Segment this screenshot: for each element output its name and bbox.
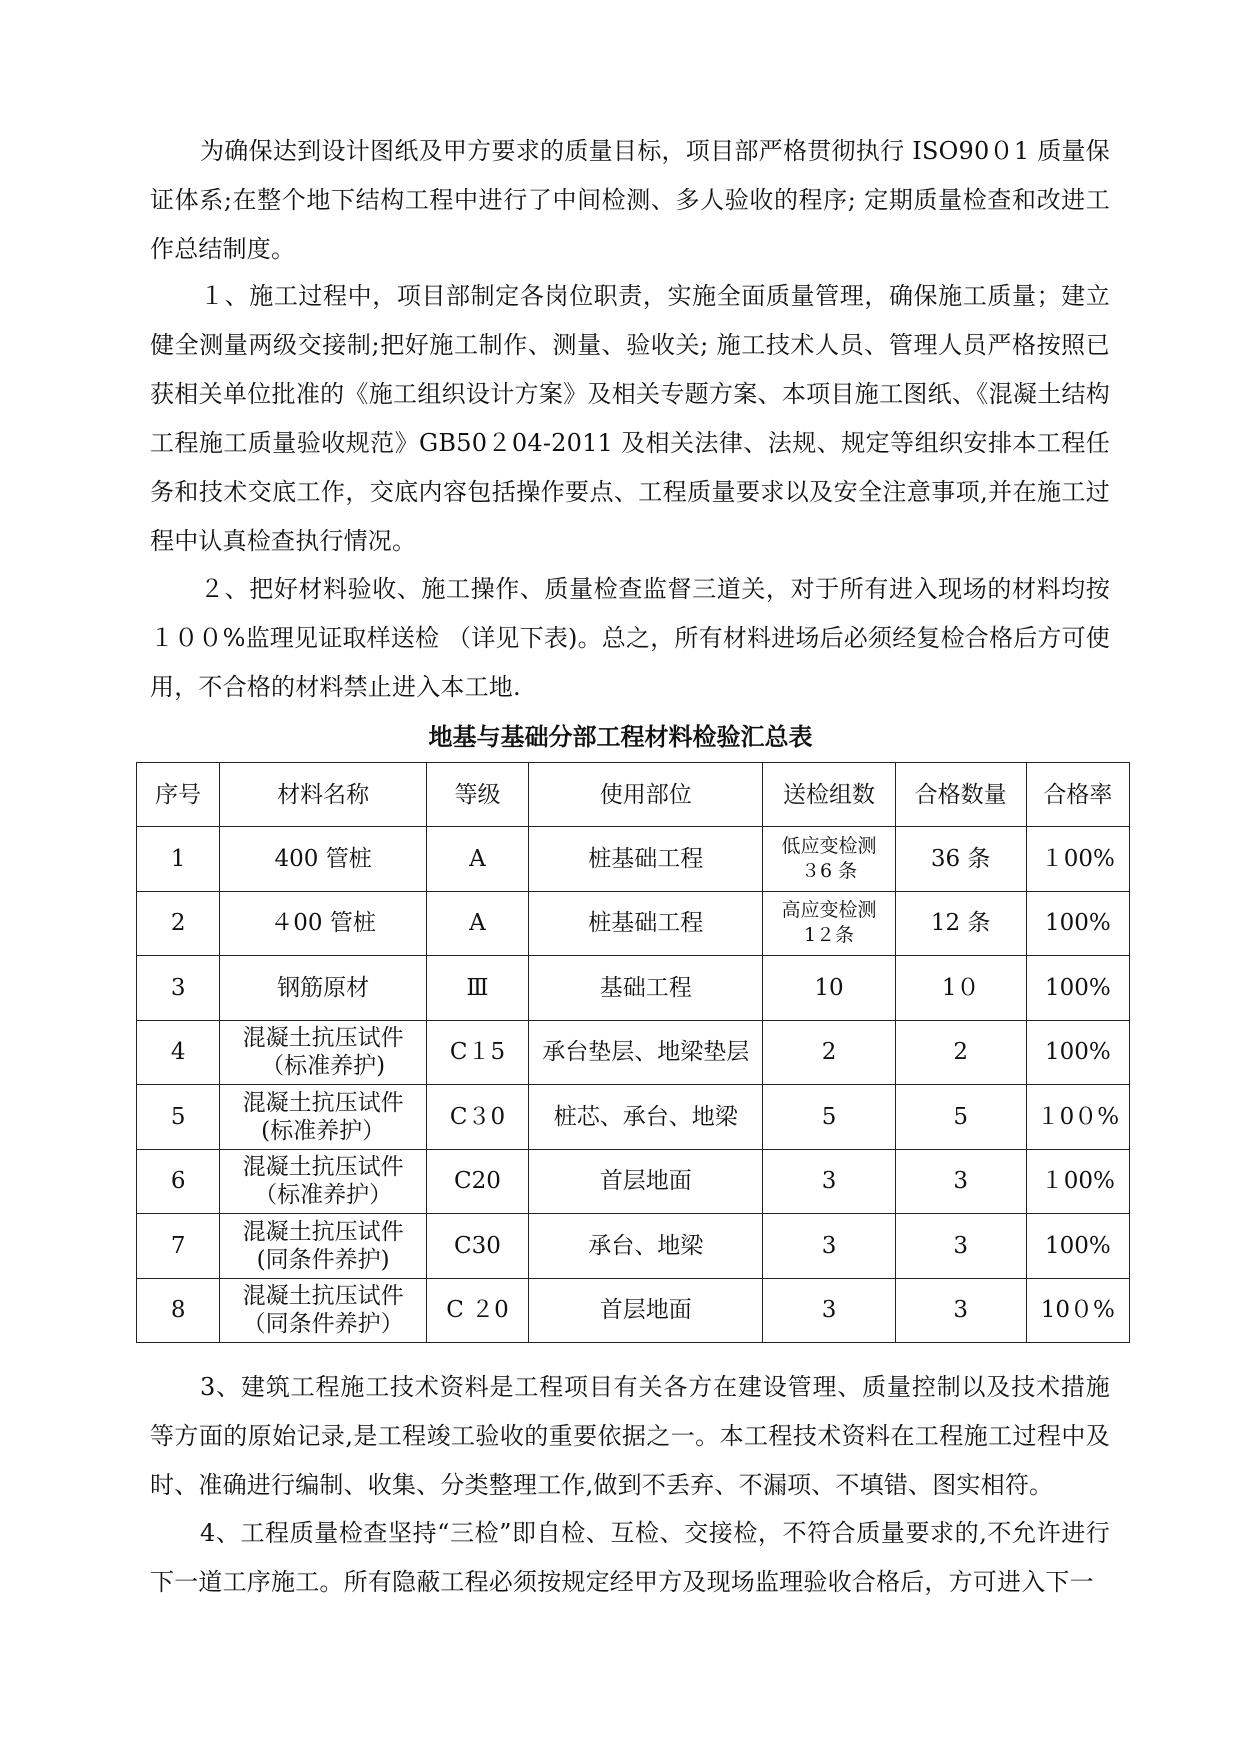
grade-cell: C１5 — [426, 1020, 528, 1085]
test-count-line: 2 — [821, 1039, 837, 1066]
material-name-cell — [220, 1149, 427, 1214]
location-cell: 桩芯、承台、地梁 — [529, 1085, 763, 1150]
material-inspection-table — [136, 762, 1130, 1343]
table-header-row — [137, 763, 1130, 827]
material-name-line: 混凝土抗压试件 — [242, 1089, 404, 1116]
test-count-line: 5 — [821, 1103, 837, 1130]
row-number-cell: 5 — [137, 1085, 220, 1150]
row-number-cell: 7 — [137, 1214, 220, 1279]
header-cell: 使用部位 — [529, 763, 763, 827]
pass-rate-cell: １00% — [1026, 827, 1129, 892]
row-number-cell: 8 — [137, 1278, 220, 1343]
table-row — [137, 891, 1130, 956]
test-count-cell — [763, 1278, 895, 1343]
material-name-line: 钢筋原材 — [277, 974, 370, 1001]
pass-rate-cell: 100% — [1026, 1020, 1129, 1085]
material-name-line: 400 管桩 — [274, 845, 372, 872]
grade-cell: C３0 — [426, 1085, 528, 1150]
paragraph-item-3: 3、建筑工程施工技术资料是工程项目有关各方在建设管理、质量控制以及技术措施等方面的原始记录,是工程竣工验收的重要依据之一。本工程技术资料在工程施工过程中及时、准确进行编制、收集、分类整理工作,做到不丢弃、不漏项、不填错、图实相符。 — [150, 1373, 1110, 1499]
grade-cell: A — [426, 891, 528, 956]
material-name-line: （同条件养护） — [242, 1311, 404, 1338]
material-name-cell — [220, 956, 427, 1021]
test-count-line: ３6 条 — [800, 859, 858, 882]
row-number-cell: 2 — [137, 891, 220, 956]
material-name-cell — [220, 827, 427, 892]
pass-rate-cell: 100% — [1026, 891, 1129, 956]
test-count-cell — [763, 1085, 895, 1150]
test-count-cell — [763, 1149, 895, 1214]
location-cell: 基础工程 — [529, 956, 763, 1021]
location-cell: 首层地面 — [529, 1149, 763, 1214]
grade-cell: C ２0 — [426, 1278, 528, 1343]
test-count-cell — [763, 1214, 895, 1279]
paragraph-intro: 为确保达到设计图纸及甲方要求的质量目标，项目部严格贯彻执行 ISO90０1 质量保证体系;在整个地下结构工程中进行了中间检测、多人验收的程序; 定期质量检查和改进工作总结制度。 — [150, 137, 1110, 263]
paragraph-item-4: 4、工程质量检查坚持“三检”即自检、互检、交接检，不符合质量要求的,不允许进行下一道工序施工。所有隐蔽工程必须按规定经甲方及现场监理验收合格后，方可进入下一 — [150, 1519, 1110, 1596]
material-name-line: 混凝土抗压试件 — [242, 1154, 404, 1181]
table-row — [137, 1085, 1130, 1150]
table-row — [137, 827, 1130, 892]
header-cell: 材料名称 — [220, 763, 427, 827]
location-cell: 承台垫层、地梁垫层 — [529, 1020, 763, 1085]
test-count-line: 3 — [821, 1168, 837, 1195]
paragraph-item-1: １、施工过程中，项目部制定各岗位职责，实施全面质量管理，确保施工质量；建立健全测量两级交接制;把好施工制作、测量、验收关; 施工技术人员、管理人员严格按照已获相关单位批准的《施工组织设计方案》及相关专题方案、本项目施工图纸、《混凝土结构工程施工质量验收规范》GB50２04-2011 及相关法律、法规、规定等组织安排本工程任务和技术交底工作，交底内容包括操作要点、工程质量要求以及安全注意事项,并在施工过程中认真检查执行情况。 — [150, 282, 1110, 555]
material-name-line: ４00 管桩 — [270, 910, 376, 937]
material-name-cell — [220, 1214, 427, 1279]
header-cell: 等级 — [426, 763, 528, 827]
test-count-line: 3 — [821, 1297, 837, 1324]
header-cell: 合格数量 — [895, 763, 1026, 827]
table-row — [137, 956, 1130, 1021]
pass-rate-cell: 100% — [1026, 956, 1129, 1021]
test-count-cell — [763, 891, 895, 956]
location-cell: 首层地面 — [529, 1278, 763, 1343]
test-count-line: 高应变检测 — [781, 899, 877, 922]
header-cell: 序号 — [137, 763, 220, 827]
passed-count-cell: 2 — [895, 1020, 1026, 1085]
table-row — [137, 1214, 1130, 1279]
passed-count-cell: 1０ — [895, 956, 1026, 1021]
test-count-line: 10 — [814, 974, 844, 1001]
table-title: 地基与基础分部工程材料检验汇总表 — [428, 722, 813, 751]
pass-rate-cell: 10０% — [1026, 1278, 1129, 1343]
paragraph-item-2: ２、把好材料验收、施工操作、质量检查监督三道关，对于所有进入现场的材料均按１００%监理见证取样送检 （详见下表)。总之，所有材料进场后必须经复检合格后方可使用，不合格的材料禁止进入本工地. — [150, 575, 1110, 701]
material-name-line: （标准养护) — [261, 1053, 386, 1080]
material-name-cell — [220, 891, 427, 956]
test-count-line: 3 — [821, 1232, 837, 1259]
material-name-line: 混凝土抗压试件 — [242, 1283, 404, 1310]
row-number-cell: 1 — [137, 827, 220, 892]
material-name-line: (标准养护） — [261, 1117, 386, 1144]
pass-rate-cell: １0０% — [1026, 1085, 1129, 1150]
material-name-line: 混凝土抗压试件 — [242, 1025, 404, 1052]
row-number-cell: 3 — [137, 956, 220, 1021]
location-cell: 桩基础工程 — [529, 827, 763, 892]
passed-count-cell: 3 — [895, 1214, 1026, 1279]
location-cell: 承台、地梁 — [529, 1214, 763, 1279]
table-row — [137, 1149, 1130, 1214]
row-number-cell: 6 — [137, 1149, 220, 1214]
test-count-cell — [763, 956, 895, 1021]
material-name-cell — [220, 1085, 427, 1150]
pass-rate-cell: 100% — [1026, 1214, 1129, 1279]
material-name-line: 混凝土抗压试件 — [242, 1218, 404, 1245]
test-count-cell — [763, 827, 895, 892]
test-count-line: 1２条 — [803, 924, 855, 947]
passed-count-cell: 3 — [895, 1278, 1026, 1343]
material-name-cell — [220, 1278, 427, 1343]
material-name-line: （标准养护） — [254, 1182, 393, 1209]
passed-count-cell: 12 条 — [895, 891, 1026, 956]
location-cell: 桩基础工程 — [529, 891, 763, 956]
table-row — [137, 1020, 1130, 1085]
passed-count-cell: 3 — [895, 1149, 1026, 1214]
material-name-line: (同条件养护) — [256, 1246, 390, 1273]
row-number-cell: 4 — [137, 1020, 220, 1085]
pass-rate-cell: １00% — [1026, 1149, 1129, 1214]
test-count-line: 低应变检测 — [781, 834, 877, 857]
grade-cell: Ⅲ — [426, 956, 528, 1021]
test-count-cell — [763, 1020, 895, 1085]
header-cell: 送检组数 — [763, 763, 895, 827]
table-row — [137, 1278, 1130, 1343]
grade-cell: C20 — [426, 1149, 528, 1214]
header-cell: 合格率 — [1026, 763, 1129, 827]
material-name-cell — [220, 1020, 427, 1085]
grade-cell: C30 — [426, 1214, 528, 1279]
grade-cell: A — [426, 827, 528, 892]
passed-count-cell: 5 — [895, 1085, 1026, 1150]
passed-count-cell: 36 条 — [895, 827, 1026, 892]
